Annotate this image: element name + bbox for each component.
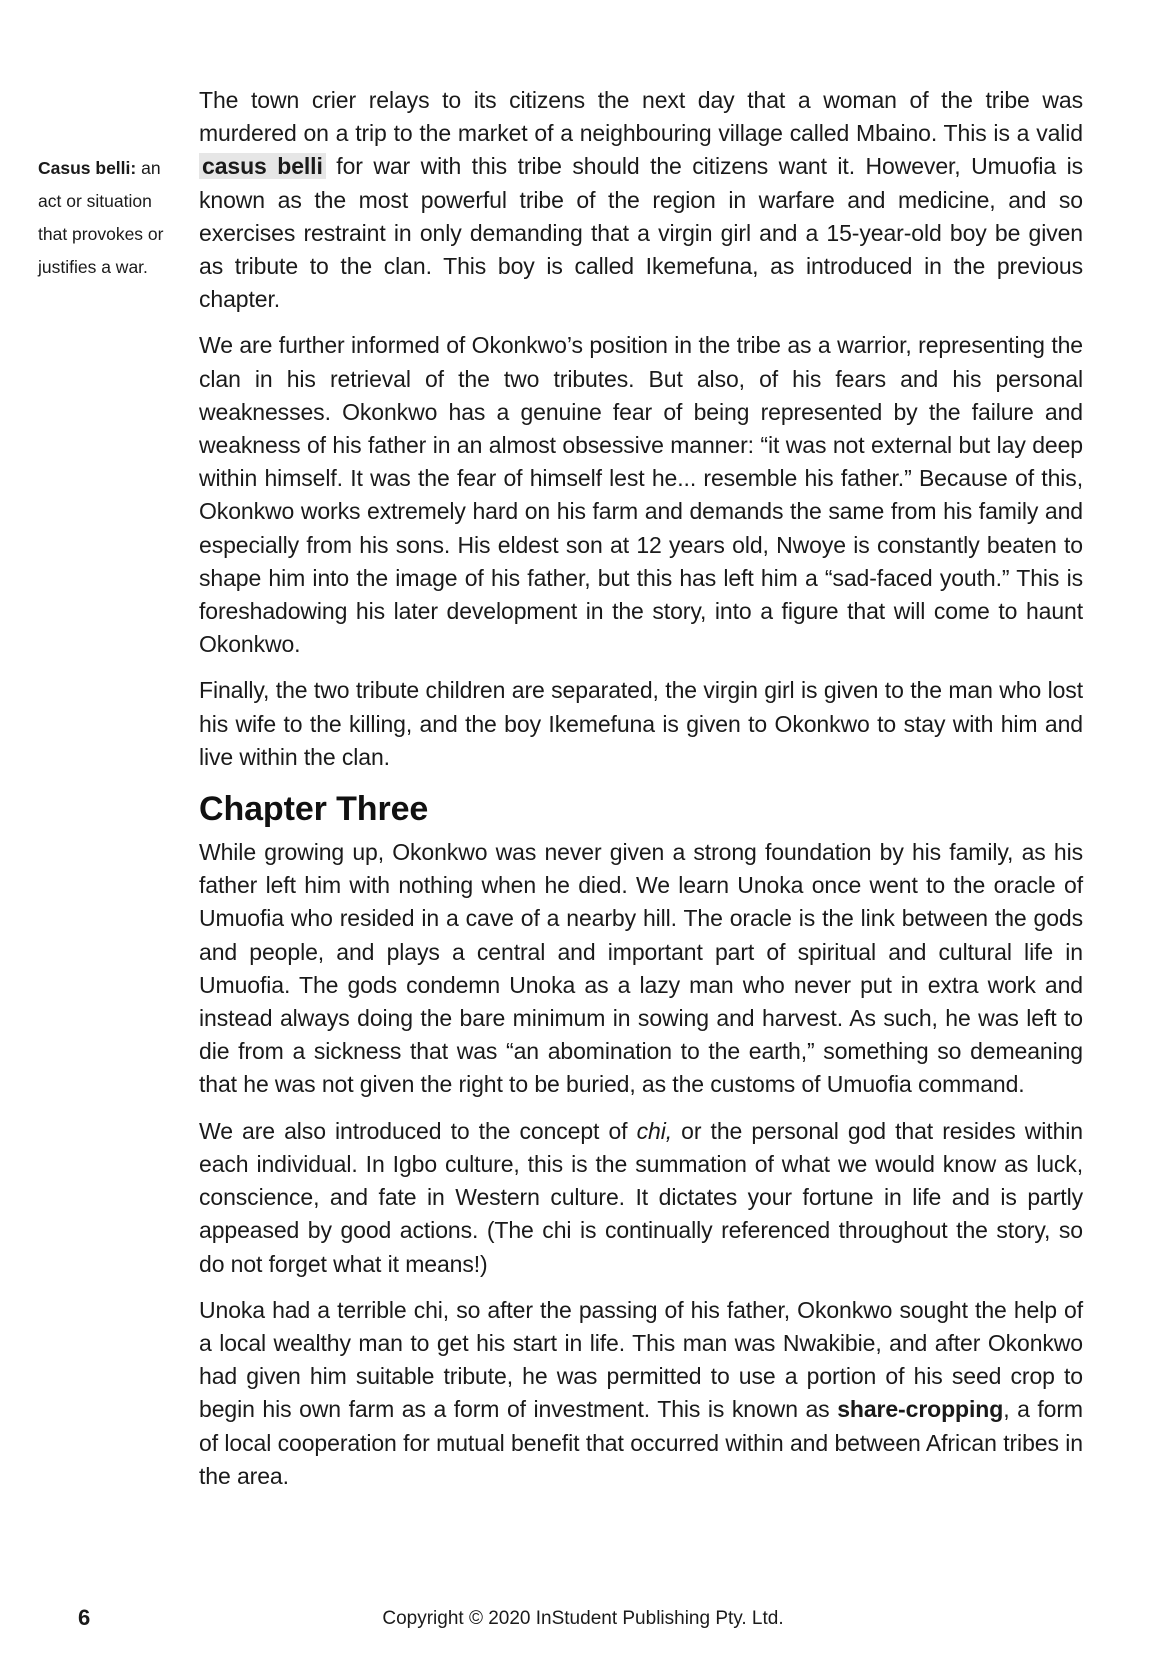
paragraph-4: While growing up, Okonkwo was never given a strong foundation by his family, as his father left him with nothing when he died. We learn Unoka once went to the oracle of Umuofia who resided in a cave of a nearby hill. The oracle is the link between the gods and people, and plays a central and important part of spiritual and cultural life in Umuofia. The gods condemn Unoka as a lazy man who never put in extra work and instead always doing the bare minimum in sowing and harvest. As such, he was left to die from a sickness that was “an abomination to the earth,” something so demeaning that he was not given the right to be buried, as the customs of Umuofia command.: [199, 839, 1083, 1098]
highlighted-term-casus-belli: casus belli: [199, 153, 326, 179]
margin-note: [38, 152, 184, 284]
margin-note-definition: an act or situation that provokes or justifies a war.: [38, 158, 164, 277]
bold-term-share-cropping: share-cropping: [837, 1396, 1004, 1423]
paragraph-2: We are further informed of Okonkwo’s position in the tribe as a warrior, representing the clan in his retrieval of the two tributes. But also, of his fears and his personal weaknesses. Okonkwo has a genuine fear of being represented by the failure and weakness of his father in an almost obsessive manner: “it was not external but lay deep within himself. It was the fear of himself lest he... resemble his father.” Because of this, Okonkwo works extremely hard on his farm and demands the same from his family and especially from his sons. His eldest son at 12 years old, Nwoye is constantly beaten to shape him into the image of his father, but this has left him a “sad-faced youth.” This is foreshadowing his later development in the story, into a figure that will come to haunt Okonkwo.: [199, 332, 1083, 658]
italic-term-chi: chi,: [636, 1117, 673, 1144]
paragraph-1: The town crier relays to its citizens the next day that a woman of the tribe was murdered on a trip to the market of a neighbouring village called Mbaino. This is a valid casus belli for war with this tribe should the citizens want it. However, Umuofia is known as the most powerful tribe of the region in warfare and medicine, and so exercises restraint in only demanding that a virgin girl and a 15-year-old boy be given as tribute to the clan. This boy is called Ikemefuna, as introduced in the previous chapter.: [199, 87, 1083, 313]
paragraph-5: We are also introduced to the concept of chi, or the personal god that resides within each individual. In Igbo culture, this is the summation of what we would know as luck, conscience, and fate in Western culture. It dictates your fortune in life and is partly appeased by good actions. (The chi is continually referenced throughout the story, so do not forget what it means!): [199, 1117, 1083, 1277]
page-number: 6: [78, 1605, 91, 1630]
copyright-notice: Copyright © 2020 InStudent Publishing Pty. Ltd.: [382, 1608, 784, 1629]
margin-note-term: Casus belli:: [38, 158, 137, 178]
paragraph-6: Unoka had a terrible chi, so after the passing of his father, Okonkwo sought the help of a local wealthy man to get his start in life. This man was Nwakibie, and after Okonkwo had given him suitable tribute, he was permitted to use a portion of his seed crop to begin his own farm as a form of investment. This is known as share-cropping, a form of local cooperation for mutual benefit that occurred within and between African tribes in the area.: [199, 1296, 1083, 1489]
paragraph-3: Finally, the two tribute children are separated, the virgin girl is given to the man who lost his wife to the killing, and the boy Ikemefuna is given to Okonkwo to stay with him and live within the clan.: [199, 677, 1083, 770]
chapter-heading: Chapter Three: [199, 790, 429, 829]
main-text: [199, 84, 1083, 1506]
